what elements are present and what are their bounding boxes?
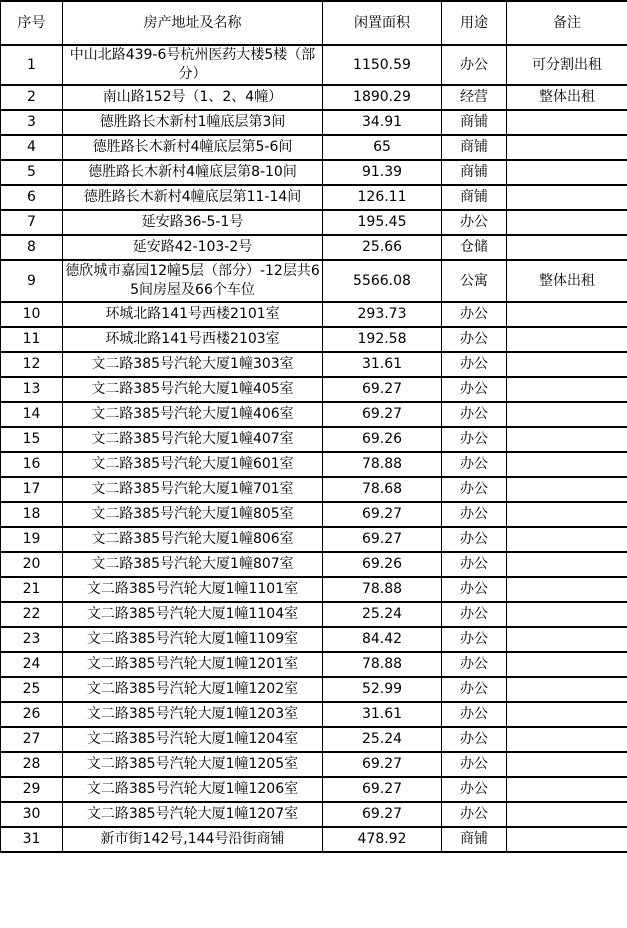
cell-area: 84.42 bbox=[323, 627, 442, 652]
cell-address: 文二路385号汽轮大厦1幢1202室 bbox=[63, 677, 323, 702]
cell-use: 办公 bbox=[442, 477, 507, 502]
cell-note bbox=[507, 502, 627, 527]
cell-address: 文二路385号汽轮大厦1幢1104室 bbox=[63, 602, 323, 627]
table-row bbox=[1, 235, 627, 260]
cell-no: 12 bbox=[1, 352, 63, 377]
cell-area: 293.73 bbox=[323, 302, 442, 327]
cell-address: 延安路36-5-1号 bbox=[63, 210, 323, 235]
cell-area: 69.27 bbox=[323, 527, 442, 552]
cell-use: 商铺 bbox=[442, 185, 507, 210]
cell-address: 文二路385号汽轮大厦1幢807室 bbox=[63, 552, 323, 577]
table-row bbox=[1, 527, 627, 552]
table-row bbox=[1, 752, 627, 777]
cell-area: 69.27 bbox=[323, 802, 442, 827]
table-row bbox=[1, 210, 627, 235]
table-row bbox=[1, 477, 627, 502]
cell-note: 整体出租 bbox=[507, 85, 627, 110]
cell-no: 14 bbox=[1, 402, 63, 427]
cell-area: 78.88 bbox=[323, 652, 442, 677]
cell-no: 27 bbox=[1, 727, 63, 752]
table-row bbox=[1, 110, 627, 135]
cell-use: 仓储 bbox=[442, 235, 507, 260]
cell-address: 新市街142号,144号沿街商铺 bbox=[63, 827, 323, 852]
table-row bbox=[1, 377, 627, 402]
cell-use: 商铺 bbox=[442, 135, 507, 160]
cell-note bbox=[507, 135, 627, 160]
table-row bbox=[1, 727, 627, 752]
cell-address: 环城北路141号西楼2101室 bbox=[63, 302, 323, 327]
table-row bbox=[1, 777, 627, 802]
cell-no: 8 bbox=[1, 235, 63, 260]
cell-use: 办公 bbox=[442, 727, 507, 752]
table-row bbox=[1, 627, 627, 652]
cell-area: 69.27 bbox=[323, 377, 442, 402]
cell-note: 可分割出租 bbox=[507, 45, 627, 85]
cell-address: 文二路385号汽轮大厦1幢1204室 bbox=[63, 727, 323, 752]
cell-note bbox=[507, 827, 627, 852]
cell-no: 10 bbox=[1, 302, 63, 327]
col-header-address: 房产地址及名称 bbox=[63, 1, 323, 45]
cell-note bbox=[507, 777, 627, 802]
cell-area: 25.66 bbox=[323, 235, 442, 260]
cell-no: 6 bbox=[1, 185, 63, 210]
cell-no: 9 bbox=[1, 260, 63, 302]
cell-address: 文二路385号汽轮大厦1幢601室 bbox=[63, 452, 323, 477]
table-row bbox=[1, 45, 627, 85]
cell-no: 29 bbox=[1, 777, 63, 802]
table-body bbox=[1, 45, 627, 852]
cell-no: 4 bbox=[1, 135, 63, 160]
cell-address: 文二路385号汽轮大厦1幢1201室 bbox=[63, 652, 323, 677]
cell-no: 20 bbox=[1, 552, 63, 577]
cell-no: 5 bbox=[1, 160, 63, 185]
cell-area: 34.91 bbox=[323, 110, 442, 135]
cell-no: 25 bbox=[1, 677, 63, 702]
cell-use: 办公 bbox=[442, 552, 507, 577]
table-row bbox=[1, 652, 627, 677]
cell-use: 办公 bbox=[442, 752, 507, 777]
cell-address: 文二路385号汽轮大厦1幢701室 bbox=[63, 477, 323, 502]
cell-note bbox=[507, 552, 627, 577]
table-row bbox=[1, 402, 627, 427]
cell-no: 3 bbox=[1, 110, 63, 135]
table-row bbox=[1, 260, 627, 302]
cell-use: 办公 bbox=[442, 602, 507, 627]
cell-area: 25.24 bbox=[323, 602, 442, 627]
table-row bbox=[1, 702, 627, 727]
cell-note bbox=[507, 302, 627, 327]
cell-use: 商铺 bbox=[442, 110, 507, 135]
cell-address: 德胜路长木新村1幢底层第3间 bbox=[63, 110, 323, 135]
cell-note bbox=[507, 577, 627, 602]
col-header-use: 用途 bbox=[442, 1, 507, 45]
cell-area: 1890.29 bbox=[323, 85, 442, 110]
cell-use: 办公 bbox=[442, 452, 507, 477]
cell-no: 24 bbox=[1, 652, 63, 677]
cell-area: 69.27 bbox=[323, 777, 442, 802]
cell-note bbox=[507, 427, 627, 452]
cell-area: 195.45 bbox=[323, 210, 442, 235]
cell-use: 办公 bbox=[442, 577, 507, 602]
cell-address: 文二路385号汽轮大厦1幢805室 bbox=[63, 502, 323, 527]
cell-address: 文二路385号汽轮大厦1幢806室 bbox=[63, 527, 323, 552]
cell-area: 78.68 bbox=[323, 477, 442, 502]
cell-no: 11 bbox=[1, 327, 63, 352]
cell-note bbox=[507, 727, 627, 752]
col-header-area: 闲置面积 bbox=[323, 1, 442, 45]
cell-use: 办公 bbox=[442, 302, 507, 327]
cell-address: 环城北路141号西楼2103室 bbox=[63, 327, 323, 352]
cell-address: 文二路385号汽轮大厦1幢1101室 bbox=[63, 577, 323, 602]
cell-address: 文二路385号汽轮大厦1幢1207室 bbox=[63, 802, 323, 827]
cell-area: 91.39 bbox=[323, 160, 442, 185]
cell-note bbox=[507, 527, 627, 552]
cell-use: 经营 bbox=[442, 85, 507, 110]
cell-area: 78.88 bbox=[323, 577, 442, 602]
cell-area: 69.27 bbox=[323, 752, 442, 777]
cell-address: 文二路385号汽轮大厦1幢1206室 bbox=[63, 777, 323, 802]
table-row bbox=[1, 577, 627, 602]
cell-note: 整体出租 bbox=[507, 260, 627, 302]
cell-use: 办公 bbox=[442, 702, 507, 727]
cell-note bbox=[507, 627, 627, 652]
cell-no: 23 bbox=[1, 627, 63, 652]
cell-use: 商铺 bbox=[442, 827, 507, 852]
cell-address: 德欣城市嘉园12幢5层（部分）-12层共65间房屋及66个车位 bbox=[63, 260, 323, 302]
table-row bbox=[1, 602, 627, 627]
table-row bbox=[1, 502, 627, 527]
cell-note bbox=[507, 802, 627, 827]
cell-note bbox=[507, 327, 627, 352]
cell-no: 1 bbox=[1, 45, 63, 85]
table-row bbox=[1, 327, 627, 352]
cell-area: 69.26 bbox=[323, 552, 442, 577]
cell-use: 办公 bbox=[442, 377, 507, 402]
cell-note bbox=[507, 235, 627, 260]
cell-use: 办公 bbox=[442, 677, 507, 702]
cell-no: 16 bbox=[1, 452, 63, 477]
header-row bbox=[1, 1, 627, 45]
table-row bbox=[1, 552, 627, 577]
cell-address: 文二路385号汽轮大厦1幢303室 bbox=[63, 352, 323, 377]
cell-address: 文二路385号汽轮大厦1幢407室 bbox=[63, 427, 323, 452]
cell-use: 办公 bbox=[442, 352, 507, 377]
cell-no: 31 bbox=[1, 827, 63, 852]
cell-note bbox=[507, 677, 627, 702]
cell-address: 延安路42-103-2号 bbox=[63, 235, 323, 260]
cell-use: 办公 bbox=[442, 627, 507, 652]
cell-note bbox=[507, 377, 627, 402]
cell-no: 18 bbox=[1, 502, 63, 527]
table-row bbox=[1, 427, 627, 452]
table-row bbox=[1, 302, 627, 327]
cell-address: 文二路385号汽轮大厦1幢1109室 bbox=[63, 627, 323, 652]
cell-no: 21 bbox=[1, 577, 63, 602]
cell-address: 中山北路439-6号杭州医药大楼5楼（部分） bbox=[63, 45, 323, 85]
cell-area: 69.27 bbox=[323, 502, 442, 527]
table-row bbox=[1, 452, 627, 477]
cell-area: 126.11 bbox=[323, 185, 442, 210]
table-row bbox=[1, 160, 627, 185]
cell-area: 69.27 bbox=[323, 402, 442, 427]
cell-address: 南山路152号（1、2、4幢） bbox=[63, 85, 323, 110]
cell-no: 15 bbox=[1, 427, 63, 452]
cell-area: 1150.59 bbox=[323, 45, 442, 85]
cell-area: 31.61 bbox=[323, 702, 442, 727]
cell-area: 31.61 bbox=[323, 352, 442, 377]
table-row bbox=[1, 85, 627, 110]
cell-note bbox=[507, 402, 627, 427]
cell-area: 5566.08 bbox=[323, 260, 442, 302]
col-header-note: 备注 bbox=[507, 1, 627, 45]
cell-no: 7 bbox=[1, 210, 63, 235]
cell-use: 办公 bbox=[442, 802, 507, 827]
cell-use: 办公 bbox=[442, 652, 507, 677]
cell-address: 文二路385号汽轮大厦1幢1203室 bbox=[63, 702, 323, 727]
cell-use: 办公 bbox=[442, 502, 507, 527]
cell-address: 文二路385号汽轮大厦1幢1205室 bbox=[63, 752, 323, 777]
cell-note bbox=[507, 652, 627, 677]
table-row bbox=[1, 185, 627, 210]
cell-area: 52.99 bbox=[323, 677, 442, 702]
cell-no: 19 bbox=[1, 527, 63, 552]
cell-area: 478.92 bbox=[323, 827, 442, 852]
table-row bbox=[1, 827, 627, 852]
cell-note bbox=[507, 477, 627, 502]
table-row bbox=[1, 352, 627, 377]
cell-address: 文二路385号汽轮大厦1幢406室 bbox=[63, 402, 323, 427]
cell-note bbox=[507, 185, 627, 210]
table-row bbox=[1, 802, 627, 827]
cell-use: 公寓 bbox=[442, 260, 507, 302]
cell-note bbox=[507, 210, 627, 235]
cell-area: 192.58 bbox=[323, 327, 442, 352]
cell-area: 65 bbox=[323, 135, 442, 160]
cell-no: 26 bbox=[1, 702, 63, 727]
cell-use: 办公 bbox=[442, 327, 507, 352]
cell-no: 2 bbox=[1, 85, 63, 110]
col-header-index: 序号 bbox=[1, 1, 63, 45]
cell-address: 德胜路长木新村4幢底层第11-14间 bbox=[63, 185, 323, 210]
cell-no: 13 bbox=[1, 377, 63, 402]
cell-note bbox=[507, 752, 627, 777]
cell-area: 25.24 bbox=[323, 727, 442, 752]
cell-area: 69.26 bbox=[323, 427, 442, 452]
cell-use: 办公 bbox=[442, 45, 507, 85]
cell-no: 28 bbox=[1, 752, 63, 777]
cell-note bbox=[507, 452, 627, 477]
cell-use: 办公 bbox=[442, 402, 507, 427]
cell-note bbox=[507, 352, 627, 377]
cell-no: 30 bbox=[1, 802, 63, 827]
cell-address: 文二路385号汽轮大厦1幢405室 bbox=[63, 377, 323, 402]
cell-address: 德胜路长木新村4幢底层第8-10间 bbox=[63, 160, 323, 185]
table-row bbox=[1, 677, 627, 702]
cell-use: 商铺 bbox=[442, 160, 507, 185]
cell-note bbox=[507, 110, 627, 135]
table-row bbox=[1, 135, 627, 160]
cell-note bbox=[507, 602, 627, 627]
cell-use: 办公 bbox=[442, 527, 507, 552]
cell-no: 17 bbox=[1, 477, 63, 502]
cell-note bbox=[507, 160, 627, 185]
cell-area: 78.88 bbox=[323, 452, 442, 477]
cell-use: 办公 bbox=[442, 777, 507, 802]
cell-address: 德胜路长木新村4幢底层第5-6间 bbox=[63, 135, 323, 160]
cell-no: 22 bbox=[1, 602, 63, 627]
cell-use: 办公 bbox=[442, 427, 507, 452]
cell-note bbox=[507, 702, 627, 727]
cell-use: 办公 bbox=[442, 210, 507, 235]
